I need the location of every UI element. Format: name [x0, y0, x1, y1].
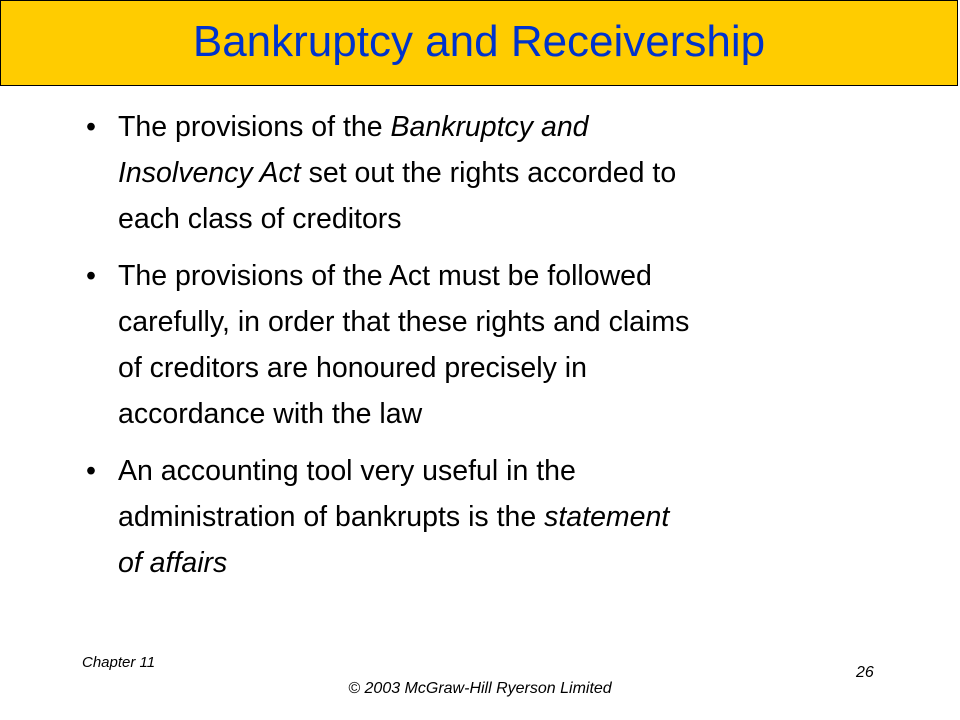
bullet-line [118, 253, 880, 299]
bullet-text-italic: statement [544, 501, 670, 533]
bullet-text: of creditors are honoured precisely in [118, 352, 587, 384]
bullet-text-italic: Bankruptcy and [390, 111, 589, 143]
bullet-line [118, 391, 880, 437]
bullet-text-italic: Insolvency Act [118, 157, 301, 189]
bullet-line [118, 150, 880, 196]
title-bar [0, 0, 958, 86]
bullet-list [80, 104, 880, 597]
bullet-dot-icon: • [86, 455, 96, 487]
bullet-text: An accounting tool very useful in the [118, 455, 576, 487]
footer-page-number: 26 [856, 664, 874, 681]
bullet-text: carefully, in order that these rights and claims [118, 306, 690, 338]
bullet-text-italic: of affairs [118, 547, 228, 579]
bullet-line [118, 299, 880, 345]
bullet-line [118, 540, 880, 586]
bullet-line [118, 104, 880, 150]
bullet-text: each class of creditors [118, 203, 402, 235]
bullet-text: set out the rights accorded to [300, 157, 677, 189]
bullet-line [118, 448, 880, 494]
slide-title: Bankruptcy and Receivership [192, 17, 766, 66]
bullet-dot-icon: • [86, 260, 96, 292]
bullet-item [80, 253, 880, 437]
bullet-text: The provisions of the [118, 111, 391, 143]
bullet-line [118, 345, 880, 391]
bullet-dot-icon: • [86, 111, 96, 143]
bullet-text: administration of bankrupts is the [118, 501, 545, 533]
footer-copyright: © 2003 McGraw-Hill Ryerson Limited [348, 680, 612, 697]
footer-chapter: Chapter 11 [82, 654, 156, 671]
bullet-line [118, 196, 880, 242]
bullet-item [80, 448, 880, 586]
bullet-item [80, 104, 880, 242]
bullet-text: The provisions of the Act must be followed [118, 260, 652, 292]
bullet-text: accordance with the law [118, 398, 423, 430]
bullet-line [118, 494, 880, 540]
